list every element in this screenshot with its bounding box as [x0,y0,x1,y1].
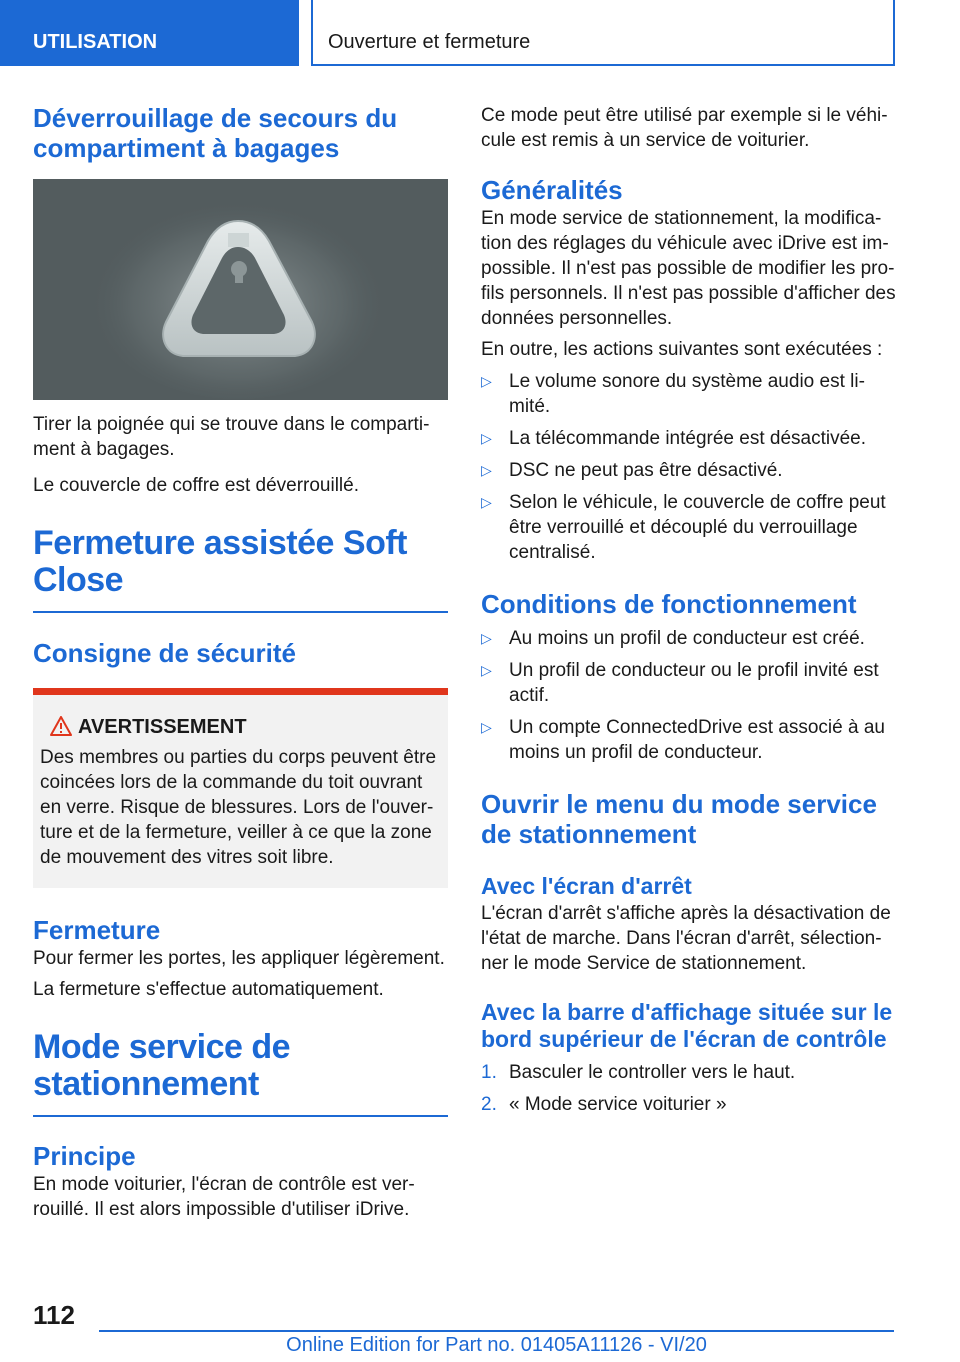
paragraph-intro: Ce mode peut être utilisé par exemple si le véhicule est remis à un service de voiturier. [481,105,888,151]
trunk-release-handle-image [33,179,448,400]
paragraph-closing-doors: Pour fermer les portes, les appliquer légèrement. [33,948,445,969]
section-tab: UTILISATION [0,0,299,66]
page-number: 112 [33,1300,75,1330]
left-column [33,100,448,1222]
triangle-bullet-icon: ▷ [481,494,492,510]
footer-rule [99,1330,894,1332]
release-handle-illustration [33,179,448,400]
paragraph-stop-screen: L'écran d'arrêt s'affiche après la désactivation de l'état de marche. Dans l'écran d'arrêt, sélectionner le mode Service de stationnement. [481,903,891,974]
heading-valet-mode: Mode service de stationnement [33,1028,291,1103]
paragraph-actions: En outre, les actions suivantes sont exécutées : [481,339,883,360]
page-header [0,0,960,66]
warning-title [40,715,441,739]
list-item: ▷ La télécommande intégrée est désactivée. [481,428,866,449]
heading-general: Généralités [481,175,623,205]
list-item: 1. Basculer le controller vers le haut. [481,1062,796,1083]
paragraph-general: En mode service de stationnement, la modification des réglages du véhicule avec iDrive est impossible. Il n'est pas possible de modifier les profils personnels. Il n'est pas possible d'afficher des données personnelles. [481,208,896,329]
paragraph-lid-unlocked: Le couvercle de coffre est déverrouillé. [33,475,359,496]
heading-open-menu: Ouvrir le menu du mode service de stationnement [481,789,877,849]
heading-emergency-release: Déverrouillage de secours du compartiment à bagages [33,103,398,163]
heading-rule [33,611,448,613]
chapter-title: Ouverture et fermeture [311,0,895,66]
list-item: ▷ DSC ne peut pas être désactivé. [481,460,783,481]
footer-edition: Online Edition for Part no. 01405A11126 - VI/20 [286,1334,707,1356]
heading-conditions: Conditions de fonctionnement [481,589,857,619]
triangle-bullet-icon: ▷ [481,373,492,389]
triangle-bullet-icon: ▷ [481,430,492,446]
paragraph-principle: En mode voiturier, l'écran de contrôle est verrouillé. Il est alors impossible d'utiliser iDrive. [33,1174,415,1220]
heading-closing: Fermeture [33,915,161,945]
warning-text: Des membres ou parties du corps peuvent être coincées lors de la commande du toit ouvrant en verre. Risque de blessures. Lors de l'ouverture et de la fermeture, veiller à ce que la zone de mouvement des vitres soit libre. [40,747,437,868]
list-item: ▷ Un compte ConnectedDrive est associé à au moins un profil de conducteur. [481,717,885,763]
triangle-bullet-icon: ▷ [481,630,492,646]
heading-rule [33,1115,448,1117]
warning-box [33,688,448,888]
paragraph-pull-handle: Tirer la poignée qui se trouve dans le compartiment à bagages. [33,414,430,460]
right-column [481,100,896,1117]
heading-stop-screen: Avec l'écran d'arrêt [481,873,692,899]
list-item: ▷ Le volume sonore du système audio est limité. [481,371,865,417]
heading-display-bar: Avec la barre d'affichage située sur le bord supérieur de l'écran de contrôle [481,999,893,1052]
triangle-bullet-icon: ▷ [481,662,492,678]
triangle-bullet-icon: ▷ [481,719,492,735]
triangle-bullet-icon: ▷ [481,462,492,478]
heading-safety-note: Consigne de sécurité [33,638,296,668]
conditions-list [481,626,896,765]
paragraph-closing-automatic: La fermeture s'effectue automatiquement. [33,979,384,1000]
list-item: ▷ Au moins un profil de conducteur est créé. [481,628,865,649]
warning-title-text: AVERTISSEMENT [78,716,247,738]
heading-soft-close: Fermeture assistée Soft Close [33,524,407,599]
warning-triangle-icon [50,716,72,736]
steps-list [481,1060,896,1117]
list-item: ▷ Selon le véhicule, le couvercle de coffre peut être verrouillé et découplé du verrouillage centralisé. [481,492,886,563]
actions-list [481,369,896,565]
heading-principle: Principe [33,1141,136,1171]
list-item: 2. « Mode service voiturier » [481,1094,727,1115]
list-item: ▷ Un profil de conducteur ou le profil invité est actif. [481,660,879,706]
